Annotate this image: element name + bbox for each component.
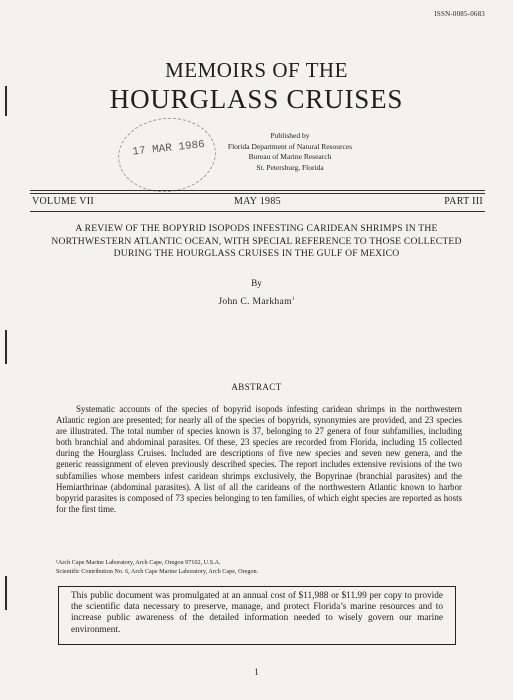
abstract-heading: ABSTRACT [231, 382, 282, 392]
abstract-body: Systematic accounts of the species of bopyrid isopods infesting caridean shrimps in the northwestern Atlantic region are presented; for nearly all of the species of bopyrids, synonymies are provided, and 23 species are illustrated. The total number of species known is 37, belonging to 27 genera of four subfamilies, including both branchial and abdominal parasites. Of these, 23 species are recorded from Florida, including 15 collected during the Hourglass Cruises. Included are descriptions of five new species and seven new genera, and the generic reassignment of eleven previously described species. The report includes extensive revisions of the two subfamilies whose members infest caridean shrimps exclusively, the Bopyrinae (branchial parasites) and the Hemiarthrinae (abdominal parasites). A list of all the carideans of the northwestern Atlantic known to harbor bopyrid parasites is composed of 73 species belonging to ten families, of which eight species are reported as hosts for the first time. [56, 404, 462, 514]
publisher-line: Florida Department of Natural Resources [227, 141, 353, 151]
stamp-date: 17 MAR 1986 [131, 139, 206, 159]
issn: ISSN-0085-0683 [434, 10, 485, 18]
series-title-line2: HOURGLASS CRUISES [109, 84, 404, 114]
publisher-line: Bureau of Marine Research [248, 152, 332, 162]
article-title: A REVIEW OF THE BOPYRID ISOPODS INFESTING CARIDEAN SHRIMPS IN THE NORTHWESTERN ATLANTIC OCEAN, WITH SPECIAL REFERENCE TO THOSE COLLECTED DURING THE HOURGLASS CRUISES IN THE GULF OF MEXICO [51, 223, 462, 260]
binder-hole-mark-middle [5, 330, 7, 364]
footnote-contribution: Scientific Contribution No. 6, Arch Cape Marine Laboratory, Arch Cape, Oregon. [56, 568, 259, 575]
issue-date: MAY 1985 [234, 196, 281, 207]
publisher-block [190, 131, 390, 173]
binder-hole-mark-bottom [5, 576, 7, 610]
issue-rule-bottom [30, 211, 485, 212]
volume-label: VOLUME VII [32, 196, 94, 207]
issue-rule-top [30, 190, 485, 191]
series-title-line1: MEMOIRS OF THE [165, 58, 348, 82]
author-footnote-mark: 1 [291, 296, 295, 302]
author-name [0, 296, 513, 307]
footnote-affiliation: ¹Arch Cape Marine Laboratory, Arch Cape, Oregon 97102, U.S.A. [56, 559, 221, 566]
byline-by: By [251, 278, 262, 288]
publisher-line: St. Petersburg, Florida [256, 162, 324, 172]
public-document-notice: This public document was promulgated at an annual cost of $11,988 or $11.99 per copy to provide the scientific data necessary to preserve, manage, and protect Florida’s marine resources and to increase public awareness of the detailed information needed to wisely govern our marine environment. [58, 586, 456, 645]
issue-rule-top-inner [30, 193, 485, 194]
footnotes [56, 558, 462, 576]
author-name-text: John C. Markham [218, 296, 292, 307]
publisher-line: Published by [270, 131, 310, 140]
part-label: PART III [444, 196, 483, 207]
page-number: 1 [254, 667, 259, 677]
